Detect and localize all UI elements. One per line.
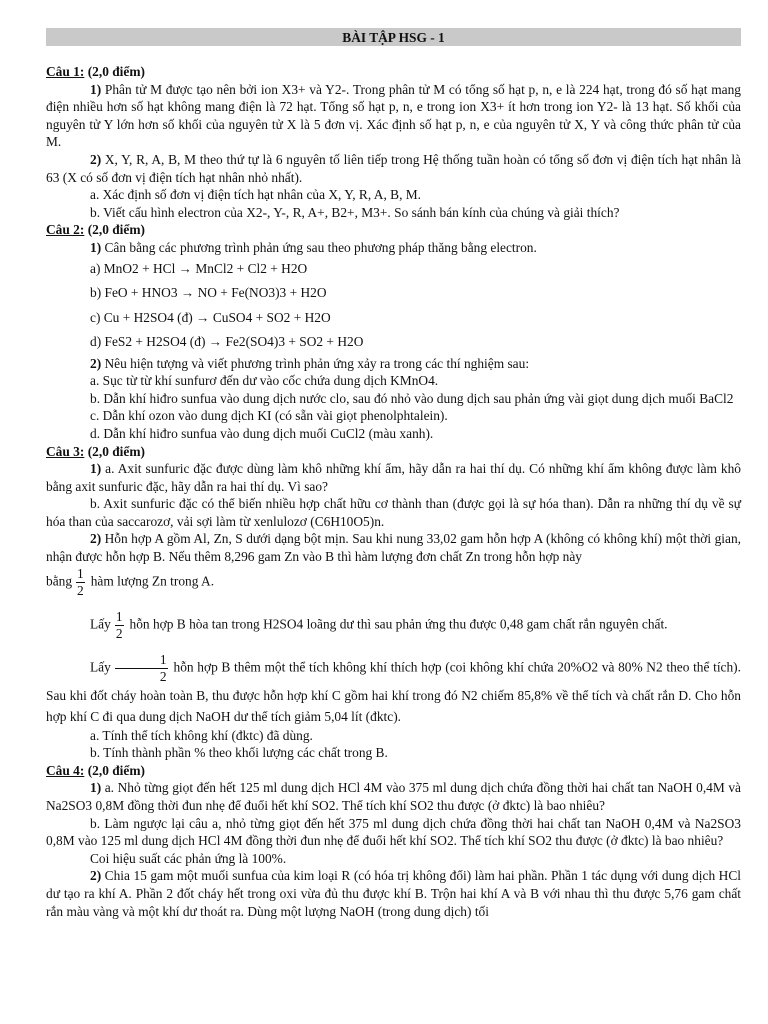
- question-2-points: (2,0 điểm): [87, 222, 145, 238]
- q4-part2-text: Chia 15 gam một muối sunfua của kim loại R (có hóa trị không đổi) làm hai phần. Phần 1 tác dụng với dung dịch HCl dư tạo ra khí A. Phần 2 đốt cháy hết trong oxi vừa đủ thu được khí B. Trộn hai khí A và B với nhau thì thu được 5,76 gam chất rắn màu vàng và một khí dư thoát ra. Dùng một lượng NaOH (trong dung dịch) tối: [46, 868, 741, 919]
- document-page: [46, 28, 741, 920]
- question-1-points: (2,0 điểm): [87, 64, 145, 79]
- question-4-label: Câu 4:: [46, 762, 85, 778]
- q2-part2: [46, 355, 741, 373]
- q3-bang-post: hàm lượng Zn trong A.: [90, 573, 215, 589]
- fraction-denominator: 2: [77, 582, 84, 598]
- q3-part1-b: b. Axit sunfuric đặc có thể biến nhiều hợp chất hữu cơ thành than (được gọi là sự hóa than). Dẫn ra những thí dụ về sự hóa than của saccarozơ, vải sợi làm từ xenlulozơ (C6H10O5)n.: [46, 496, 741, 529]
- question-4-points: (2,0 điểm): [87, 762, 145, 778]
- q1-item-b: b. Viết cấu hình electron của X2-, Y-, R, A+, B2+, M3+. So sánh bán kính của chúng và giải thích?: [90, 204, 620, 220]
- q1-part2: [46, 151, 741, 186]
- q4-part1-num: 1): [90, 780, 102, 796]
- q2-part2-text: Nêu hiện tượng và viết phương trình phản ứng xảy ra trong các thí nghiệm sau:: [101, 355, 530, 371]
- q3-item-a: a. Tính thể tích không khí (đktc) đã dùng.: [90, 727, 313, 743]
- q3-part2-num: 2): [90, 531, 102, 547]
- question-2-label: Câu 2:: [46, 222, 85, 238]
- q1-part1-text: Phân tử M được tạo nên bởi ion X3+ và Y2-. Trong phân tử M có tổng số hạt p, n, e là 224 hạt, trong đó số hạt mang điện nhiều hơn số hạt không mang điện là 72 hạt. Tổng số hạt p, n, e trong ion X3+ ít hơn trong ion Y2- là 13 hạt. Số khối của nguyên tử Y lớn hơn số khối của nguyên tử X là 5 đơn vị. Xác định số hạt p, n, e của nguyên tử X, Y và công thức phân tử của M.: [46, 81, 741, 150]
- q3-lay1-pre: Lấy: [90, 616, 111, 632]
- fraction-one-half: [115, 652, 168, 685]
- q4-part1-b: b. Làm ngược lại câu a, nhỏ từng giọt đến hết 375 ml dung dịch chứa đồng thời hai chất tan NaOH 0,4M và Na2SO3 0,8M vào 125 ml dung dịch HCl 4M đồng thời đun nhẹ để đuổi hết khí SO2. Thể tích khí SO2 thu được (ở đktc) là bao nhiêu?: [46, 815, 741, 849]
- document-title: [46, 28, 741, 46]
- title-text: BÀI TẬP HSG - 1: [342, 30, 445, 45]
- q2-item-b: b. Dẫn khí hiđro sunfua vào dung dịch nước clo, sau đó nhỏ vào dung dịch sau phản ứng vài giọt dung dịch muối BaCl2: [90, 390, 734, 406]
- q2-item-d: d. Dẫn khí hiđro sunfua vào dung dịch muối CuCl2 (màu xanh).: [90, 425, 434, 441]
- q3-part2: [46, 530, 741, 565]
- q1-part2-text: X, Y, R, A, B, M theo thứ tự là 6 nguyên tố liên tiếp trong Hệ thống tuần hoàn có tổng số đơn vị điện tích hạt nhân là 63 (X có số đơn vị điện tích hạt nhân nhỏ nhất).: [46, 151, 741, 185]
- q1-item-a: a. Xác định số đơn vị điện tích hạt nhân của X, Y, R, A, B, M.: [90, 187, 422, 203]
- q3-lay1-post: hỗn hợp B hòa tan trong H2SO4 loãng dư thì sau phản ứng thu được 0,48 gam chất rắn nguyên chất.: [129, 616, 668, 632]
- fraction-denominator: 2: [115, 625, 123, 641]
- q2-part1-text: Cân bằng các phương trình phản ứng sau theo phương pháp thăng bằng electron.: [101, 239, 537, 255]
- q1-part2-num: 2): [90, 151, 102, 167]
- q1-part1-num: 1): [90, 81, 102, 97]
- q4-part2-num: 2): [90, 868, 102, 884]
- fraction-numerator: 1: [77, 565, 84, 581]
- q3-bang-line: [46, 566, 741, 599]
- q3-lay2-line: [46, 642, 741, 727]
- fraction-denominator: 2: [159, 668, 167, 684]
- q3-part1-text: a. Axit sunfuric đặc được dùng làm khô những khí ẩm, hãy dẫn ra hai thí dụ. Có những khí ẩm không được làm khô bằng axit sunfuric đặc, hãy dẫn ra hai thí dụ. Vì sao?: [46, 461, 741, 494]
- fraction-numerator: 1: [115, 652, 168, 669]
- fraction-one-half: [76, 566, 85, 599]
- question-1-heading: [46, 63, 741, 81]
- fraction-one-half: [115, 609, 124, 642]
- q3-item-b: b. Tính thành phần % theo khối lượng các chất trong B.: [90, 745, 388, 761]
- question-2-heading: [46, 221, 741, 239]
- q4-part1: [46, 779, 741, 814]
- q3-bang-pre: bằng: [46, 573, 73, 589]
- question-3-heading: [46, 443, 741, 461]
- equation-b: b) FeO + HNO3 → NO + Fe(NO3)3 + H2O: [90, 285, 327, 301]
- q2-item-a: a. Sục từ từ khí sunfurơ đến dư vào cốc chứa dung dịch KMnO4.: [90, 373, 439, 389]
- q4-part2: [46, 867, 741, 920]
- q3-part1: [46, 460, 741, 495]
- question-1-label: Câu 1:: [46, 64, 85, 79]
- equation-c: c) Cu + H2SO4 (đ) → CuSO4 + SO2 + H2O: [90, 309, 331, 325]
- equation-a: a) MnO2 + HCl → MnCl2 + Cl2 + H2O: [90, 260, 308, 276]
- q3-part2-text: Hỗn hợp A gồm Al, Zn, S dưới dạng bột mịn. Sau khi nung 33,02 gam hỗn hợp A (không có không khí) một thời gian, nhận được hỗn hợp B. Nếu thêm 8,296 gam Zn vào B thì hàm lượng đơn chất Zn trong hỗn hợp này: [46, 531, 741, 565]
- fraction-numerator: 1: [115, 608, 123, 624]
- q3-lay2-post: hỗn hợp B thêm một thể tích không khí thích hợp (coi không khí chứa 20%O2 và 80% N2 theo thể tích). Sau khi đốt cháy hoàn toàn B, thu được hỗn hợp khí C gồm hai khí trong đó N2 chiếm 85,8% về thể tích và chất rắn D. Cho hỗn hợp khí C đi qua dung dịch NaOH dư thể tích giảm 5,04 lít (đktc).: [46, 659, 741, 724]
- q3-lay1-line: [46, 599, 741, 642]
- q2-part1: [46, 239, 741, 257]
- q2-item-c: c. Dẫn khí ozon vào dung dịch KI (có sẵn vài giọt phenolphtalein).: [90, 408, 448, 424]
- q2-part2-num: 2): [90, 355, 102, 371]
- q4-note: Coi hiệu suất các phản ứng là 100%.: [90, 850, 287, 866]
- equation-d: d) FeS2 + H2SO4 (đ) → Fe2(SO4)3 + SO2 + H2O: [90, 334, 364, 350]
- question-4-heading: [46, 762, 741, 780]
- q1-part1: [46, 81, 741, 151]
- q3-part1-num: 1): [90, 461, 102, 477]
- question-3-points: (2,0 điểm): [87, 443, 145, 459]
- question-3-label: Câu 3:: [46, 443, 85, 459]
- q2-part1-num: 1): [90, 239, 102, 255]
- q4-part1-text: a. Nhỏ từng giọt đến hết 125 ml dung dịch HCl 4M vào 375 ml dung dịch chứa đồng thời hai chất tan NaOH 0,4M và Na2SO3 0,8M đồng thời đun nhẹ để đuổi hết khí SO2. Thể tích khí SO2 thu được (ở đktc) là bao nhiêu?: [46, 780, 741, 814]
- q3-lay2-pre: Lấy: [90, 659, 111, 675]
